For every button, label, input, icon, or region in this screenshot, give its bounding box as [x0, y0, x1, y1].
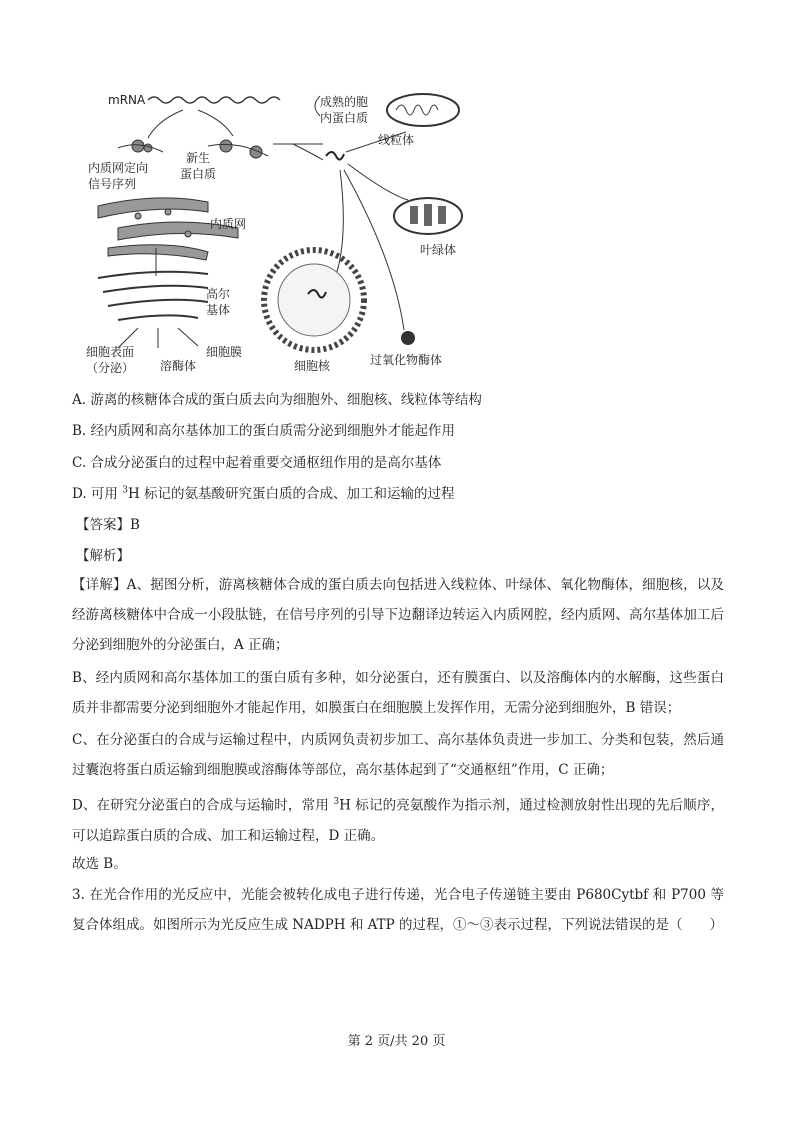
question-3: 3. 在光合作用的光反应中，光能会被转化成电子进行传递，光合电子传递链主要由 P680Cytbf 和 P700 等复合体组成。如图所示为光反应生成 NADPH 和 ATP 的过程，①～③表示过程，下列说法错误的是（ ）	[72, 887, 724, 933]
analysis-d: D、在研究分泌蛋白的合成与运输时，常用 $^3$H 标记的亮氨酸作为指示剂，通过检测放射性出现的先后顺序，可以追踪蛋白质的合成、加工和运输过程，D 正确。	[72, 797, 724, 844]
mrna-strand	[148, 97, 280, 103]
label-peroxisome: 过氧化物酶体	[370, 353, 443, 367]
label-mrna: mRNA	[108, 93, 146, 107]
label-lysosome: 溶酶体	[160, 359, 197, 373]
answer: 【答案】B	[76, 517, 140, 533]
label-cell-surface-1: 细胞表面	[86, 345, 135, 359]
label-mature-1: 成熟的胞	[320, 95, 369, 109]
label-mitochondria: 线粒体	[378, 133, 415, 147]
analysis-a: 【详解】A、据图分析，游离核糖体合成的蛋白质去向包括进入线粒体、叶绿体、氧化物酶体，细胞核，以及经游离核糖体中合成一小段肽链，在信号序列的引导下边翻译边转运入内质网腔，经内质网、高尔基体加工后分泌到细胞外的分泌蛋白，A 正确；	[72, 577, 724, 653]
label-nucleus: 细胞核	[294, 359, 331, 373]
protein-sorting-diagram	[78, 88, 478, 378]
golgi-apparatus	[98, 272, 208, 320]
label-signal-seq-1: 内质网定向	[88, 161, 149, 175]
mitochondrion-icon	[387, 94, 459, 126]
label-mature-2: 内蛋白质	[320, 111, 369, 125]
option-d: D. 可用 $^3$H 标记的氨基酸研究蛋白质的合成、加工和运输的过程	[72, 485, 455, 502]
label-er: 内质网	[210, 217, 247, 231]
label-membrane: 细胞膜	[206, 345, 243, 359]
label-chloroplast: 叶绿体	[420, 243, 457, 257]
peroxisome-icon	[401, 331, 415, 345]
chloroplast-icon	[394, 198, 462, 234]
option-b: B. 经内质网和高尔基体加工的蛋白质需分泌到细胞外才能起作用	[72, 423, 456, 439]
option-a: A. 游离的核糖体合成的蛋白质去向为细胞外、细胞核、线粒体等结构	[72, 392, 482, 408]
analysis-heading: 【解析】	[76, 548, 130, 564]
label-signal-seq-2: 信号序列	[88, 177, 137, 191]
option-c: C. 合成分泌蛋白的过程中起着重要交通枢纽作用的是高尔基体	[72, 455, 442, 471]
page-footer: 第 2 页/共 20 页	[347, 1034, 446, 1049]
protein-squiggle	[326, 152, 344, 160]
label-golgi-1: 高尔	[206, 287, 231, 301]
label-cell-surface-2: （分泌）	[86, 361, 135, 375]
analysis-c: C、在分泌蛋白的合成与运输过程中，内质网负责初步加工、高尔基体负责进一步加工、分类和包装，然后通过囊泡将蛋白质运输到细胞膜或溶酶体等部位，高尔基体起到了“交通枢纽”作用，C 正确；	[72, 732, 724, 778]
nucleus-icon	[264, 250, 364, 350]
analysis-conclusion: 故选 B。	[72, 856, 127, 872]
label-golgi-2: 基体	[206, 303, 231, 317]
label-nascent-1: 新生	[186, 151, 211, 165]
ribosome-right	[208, 140, 268, 158]
ribosome-left	[118, 140, 163, 152]
analysis-b: B、经内质网和高尔基体加工的蛋白质有多种，如分泌蛋白，还有膜蛋白、以及溶酶体内的水解酶，这些蛋白质并非都需要分泌到细胞外才能起作用，如膜蛋白在细胞膜上发挥作用，无需分泌到细胞外，B 错误；	[72, 670, 724, 716]
label-nascent-2: 蛋白质	[180, 167, 217, 181]
